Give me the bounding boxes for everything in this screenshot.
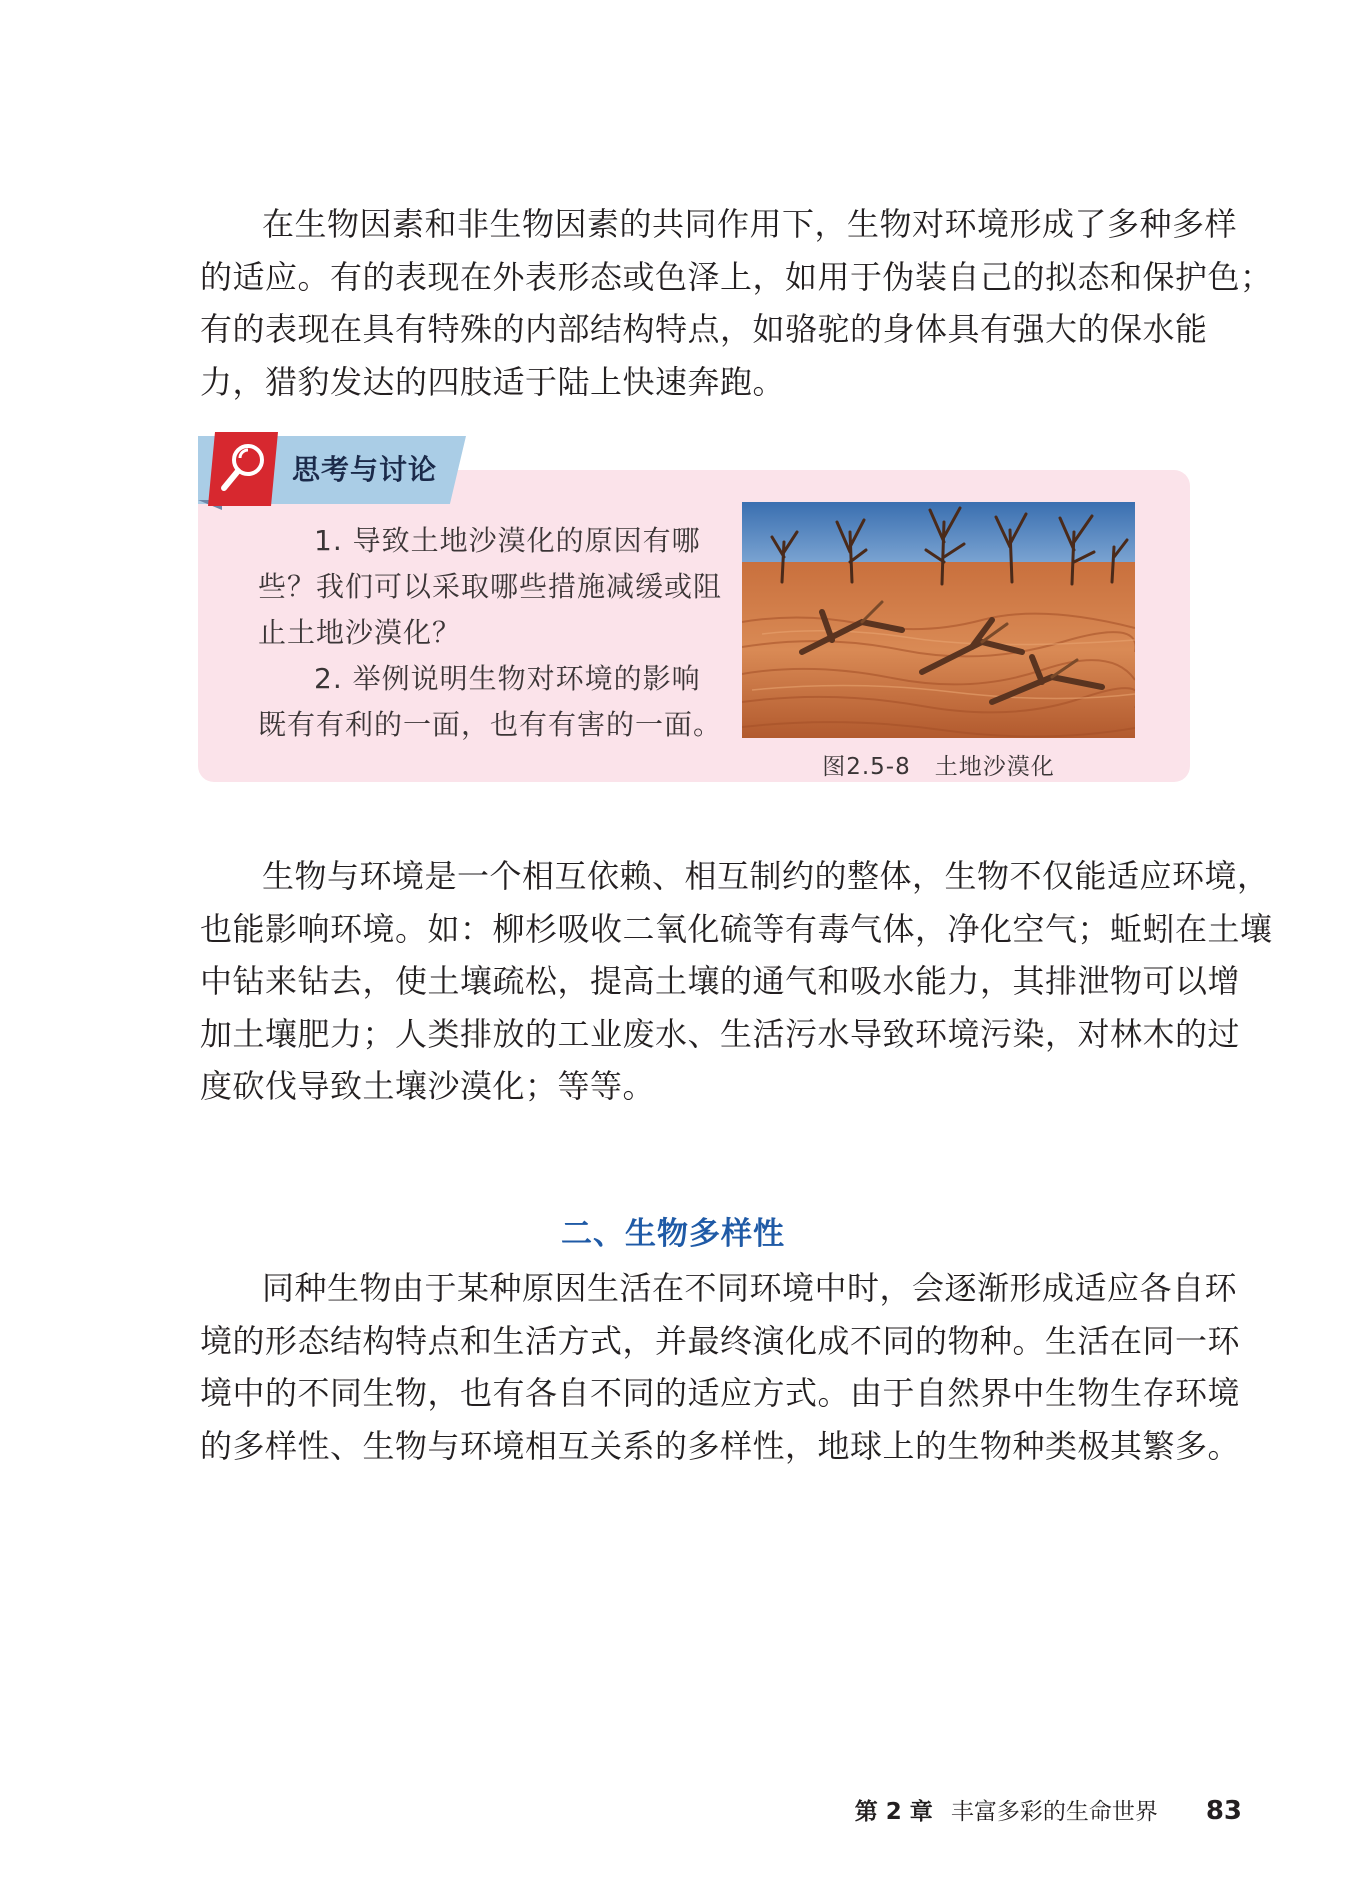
- book-title: 丰富多彩的生命世界: [950, 1799, 1158, 1825]
- text-line: 的多样性、生物与环境相互关系的多样性，地球上的生物种类极其繁多。: [200, 1426, 1241, 1465]
- page-footer: [855, 1793, 1242, 1826]
- text-line: 也能影响环境。如：柳杉吸收二氧化硫等有毒气体，净化空气；蚯蚓在土壤: [200, 909, 1273, 948]
- paragraph-adaptation: [200, 198, 1273, 408]
- discussion-title: 思考与讨论: [292, 453, 438, 486]
- text-line: 境中的不同生物，也有各自不同的适应方式。由于自然界中生物生存环境: [200, 1374, 1241, 1412]
- question-line: 止土地沙漠化？: [258, 616, 462, 649]
- text-line: 有的表现在具有特殊的内部结构特点，如骆驼的身体具有强大的保水能: [200, 310, 1208, 348]
- question-line: 1. 导致土地沙漠化的原因有哪: [314, 524, 701, 557]
- chapter-label: 第 2 章: [854, 1799, 933, 1825]
- question-line: 既有有利的一面，也有有害的一面。: [258, 708, 723, 741]
- magnifier-icon: [208, 432, 278, 506]
- section-heading: 二、生物多样性: [561, 1216, 785, 1252]
- text-line: 度砍伐导致土壤沙漠化；等等。: [200, 1067, 656, 1105]
- question-line: 2. 举例说明生物对环境的影响: [314, 662, 701, 695]
- text-line: 在生物因素和非生物因素的共同作用下，生物对环境形成了多种多样: [262, 205, 1238, 243]
- text-line: 同种生物由于某种原因生活在不同环境中时，会逐渐形成适应各自环: [262, 1269, 1238, 1307]
- text-line: 的适应。有的表现在外表形态或色泽上，如用于伪装自己的拟态和保护色；: [200, 257, 1273, 296]
- desertification-photo: [742, 502, 1135, 738]
- page-number: 83: [1205, 1796, 1242, 1826]
- question-line: 些？我们可以采取哪些措施减缓或阻: [258, 570, 723, 603]
- text-line: 境的形态结构特点和生活方式，并最终演化成不同的物种。生活在同一环: [200, 1321, 1241, 1360]
- text-line: 生物与环境是一个相互依赖、相互制约的整体，生物不仅能适应环境，: [262, 857, 1270, 895]
- discussion-questions: [258, 518, 723, 748]
- text-line: 中钻来钻去，使土壤疏松，提高土壤的通气和吸水能力，其排泄物可以增: [200, 962, 1241, 1000]
- text-line: 力，猎豹发达的四肢适于陆上快速奔跑。: [200, 362, 786, 401]
- paragraph-biodiversity: [200, 1262, 1241, 1472]
- text-line: 加土壤肥力；人类排放的工业废水、生活污水导致环境污染，对林木的过: [200, 1014, 1241, 1053]
- figure-caption: 图2.5-8 土地沙漠化: [822, 754, 1055, 780]
- paragraph-interdependence: [200, 850, 1273, 1113]
